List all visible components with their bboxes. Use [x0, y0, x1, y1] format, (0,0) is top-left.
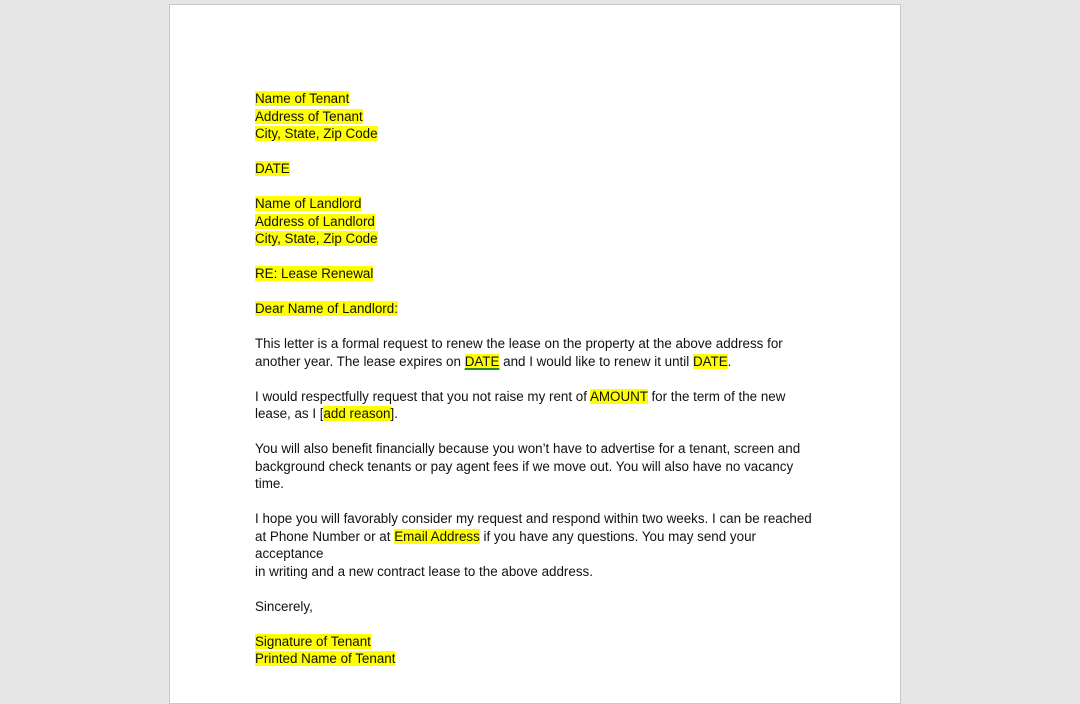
tenant-name-line	[255, 90, 825, 108]
date-line	[255, 160, 825, 178]
email-placeholder: Email Address	[394, 528, 480, 544]
tenant-city-line	[255, 125, 825, 143]
tenant-name: Name of Tenant	[255, 91, 350, 106]
p4-text3: if you have any questions. You may send your acceptance	[255, 528, 756, 561]
printed-name-line	[255, 650, 825, 668]
paragraph-4	[255, 510, 825, 580]
renew-until-date: DATE	[692, 353, 728, 369]
landlord-city: City, State, Zip Code	[255, 231, 378, 246]
paragraph-2	[255, 388, 825, 423]
paragraph-1	[255, 335, 825, 370]
landlord-address-line	[255, 213, 825, 231]
landlord-city-line	[255, 230, 825, 248]
paragraph-3	[255, 440, 825, 493]
p3-line2: background check tenants or pay agent fees if we move out. You will also have no vacancy time.	[255, 458, 794, 491]
p1-text3: and I would like to renew it until	[499, 353, 693, 369]
landlord-name: Name of Landlord	[255, 196, 362, 211]
signature-line	[255, 633, 825, 651]
tenant-city: City, State, Zip Code	[255, 126, 378, 141]
tenant-address-line	[255, 108, 825, 126]
letter-date: DATE	[255, 161, 290, 176]
p4-text2: at Phone Number or at	[255, 528, 395, 544]
p2-text2: for the term of the new	[647, 388, 786, 404]
closing-line	[255, 598, 825, 616]
printed-name: Printed Name of Tenant	[255, 651, 396, 666]
reason-placeholder: add reason	[323, 406, 391, 421]
landlord-address: Address of Landlord	[255, 213, 375, 229]
p2-text4: ].	[390, 406, 398, 421]
signature: Signature of Tenant	[255, 633, 371, 649]
p2-text3: lease, as I [	[255, 406, 324, 421]
salutation: Dear Name of Landlord:	[255, 301, 398, 316]
subject-line	[255, 265, 825, 283]
closing: Sincerely,	[255, 598, 313, 614]
p2-text1: I would respectfully request that you not raise my rent of	[255, 388, 590, 404]
p1-text4: .	[727, 353, 732, 369]
tenant-address: Address of Tenant	[255, 108, 363, 124]
p4-line3: in writing and a new contract lease to the above address.	[255, 563, 593, 579]
p4-line1: I hope you will favorably consider my request and respond within two weeks. I can be reached	[255, 511, 812, 526]
p1-line1: This letter is a formal request to renew the lease on the property at the above address for	[255, 336, 783, 351]
landlord-name-line	[255, 195, 825, 213]
p1-text2: another year. The lease expires on	[255, 353, 465, 369]
rent-amount: AMOUNT	[589, 388, 648, 404]
p3-line1: You will also benefit financially because you won’t have to advertise for a tenant, screen and	[255, 441, 801, 456]
letter-body	[255, 90, 825, 668]
expiry-date: DATE	[464, 353, 500, 369]
salutation-line	[255, 300, 825, 318]
subject: RE: Lease Renewal	[255, 266, 374, 281]
document-page	[169, 4, 901, 704]
